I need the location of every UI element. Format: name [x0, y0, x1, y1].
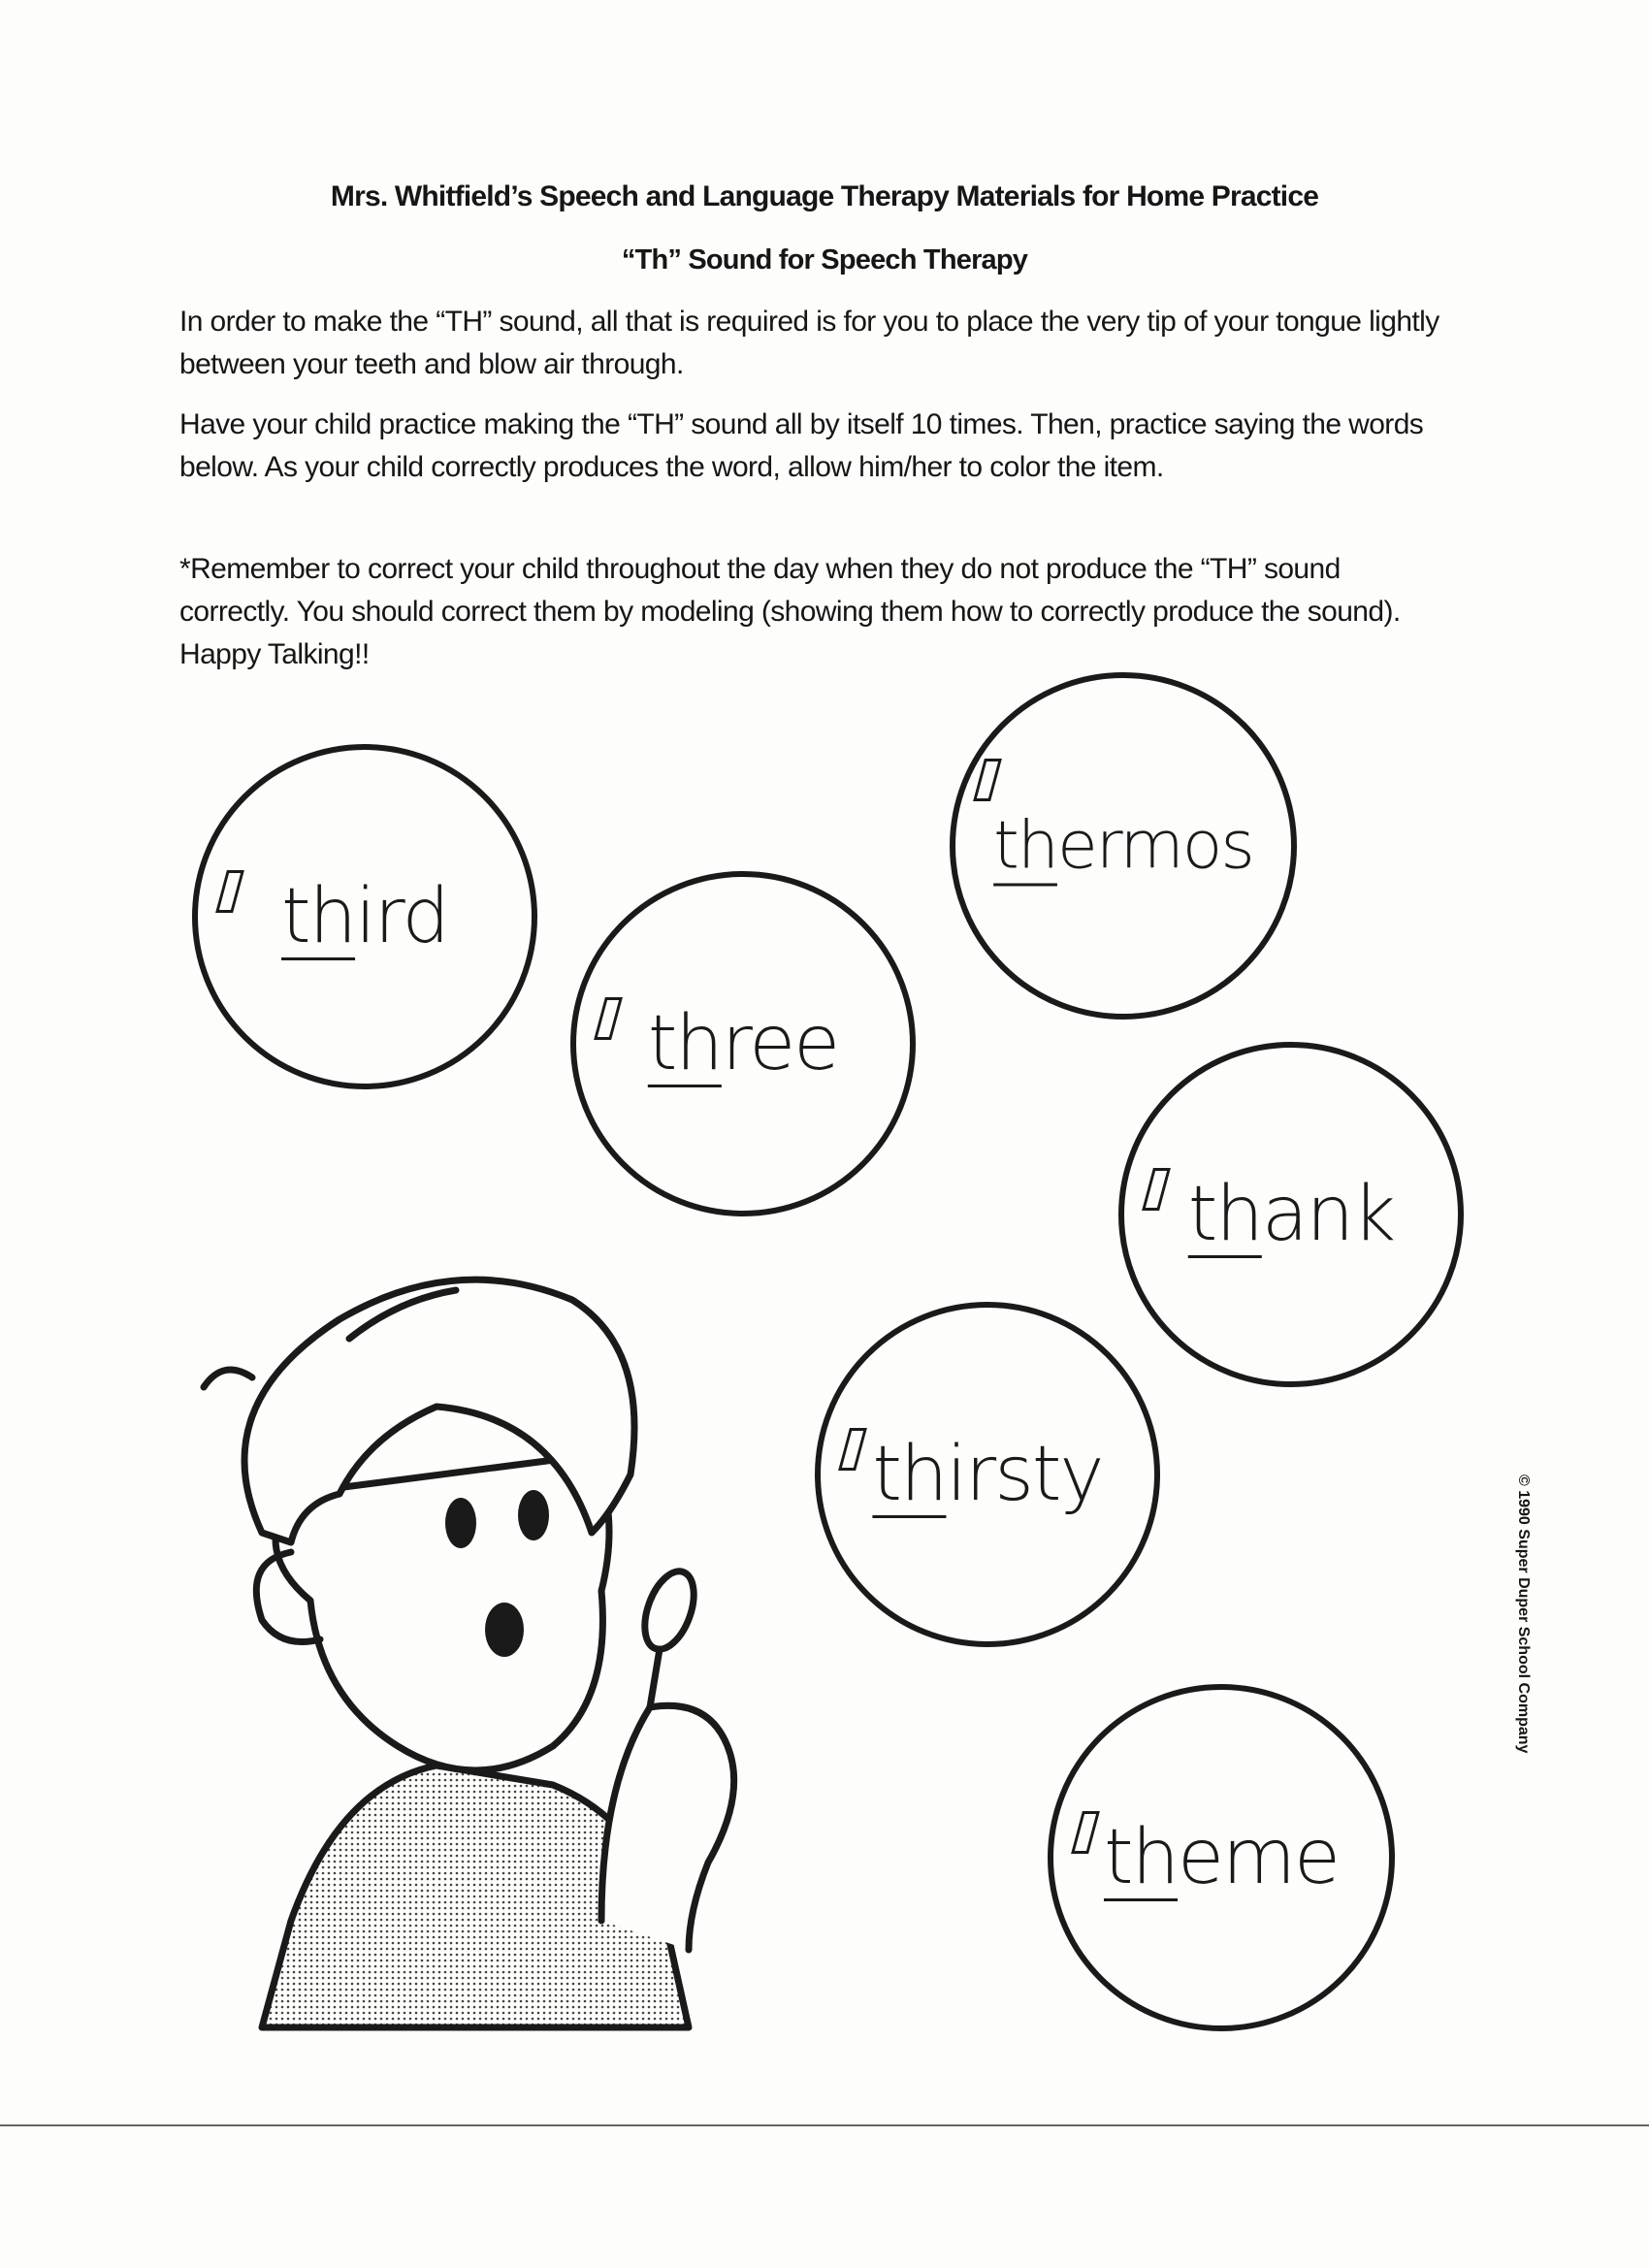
word-third: third	[281, 873, 448, 960]
instruction-paragraph-2: Have your child practice making the “TH” sound all by itself 10 times. Then, practice saying the words below. As your child correctly produces the word, allow him/her to color the item.	[179, 408, 1424, 483]
word-bubble-third	[192, 744, 537, 1089]
eye-left	[445, 1498, 476, 1548]
bottom-divider	[0, 2124, 1649, 2126]
page-subtitle: “Th” Sound for Speech Therapy	[621, 244, 1028, 275]
word-bubble-thermos	[950, 672, 1297, 1020]
word-three: three	[647, 1000, 839, 1087]
word-bubble-three	[570, 871, 916, 1216]
mouth	[485, 1603, 524, 1657]
word-bubble-theme	[1048, 1684, 1395, 2031]
word-bubble-thank	[1118, 1042, 1464, 1387]
eye-right	[518, 1490, 549, 1540]
word-theme: theme	[1104, 1814, 1339, 1901]
word-thirsty: thirsty	[872, 1431, 1103, 1518]
color-mark-icon	[973, 759, 1002, 801]
instruction-paragraph-1: In order to make the “TH” sound, all that is required is for you to place the very tip of your tongue lightly between your teeth and blow air through.	[179, 306, 1439, 380]
page-title: Mrs. Whitfield’s Speech and Language Therapy Materials for Home Practice	[330, 180, 1319, 212]
word-thermos: thermos	[993, 807, 1253, 885]
word-thank: thank	[1187, 1171, 1395, 1258]
instruction-paragraph-3: *Remember to correct your child throughout the day when they do not produce the “TH” sound correctly. You should correct them by modeling (showing them how to correctly produce the sound). Happy Talking!!	[179, 553, 1401, 670]
boy-illustration	[146, 1242, 922, 2047]
copyright-notice: © 1990 Super Duper School Company	[1515, 1474, 1532, 1754]
